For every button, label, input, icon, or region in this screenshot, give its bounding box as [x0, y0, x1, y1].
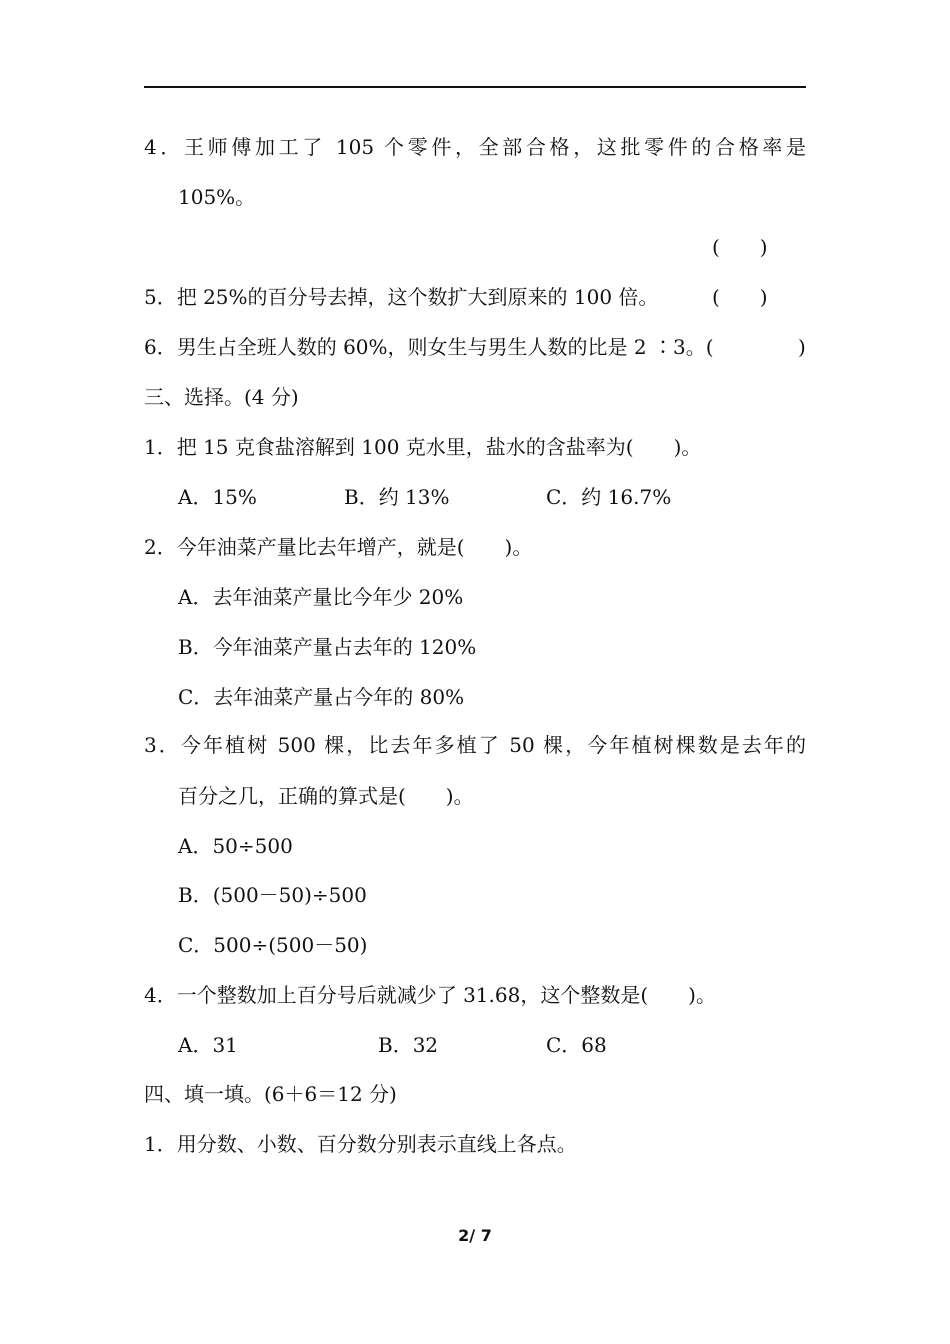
mc-question-1-option-c[interactable]: C．约 16.7%	[546, 485, 672, 509]
mc-question-1-option-b[interactable]: B．约 13%	[344, 485, 450, 509]
tf-question-4-line2: 105%。	[178, 185, 256, 209]
mc-question-2-option-c[interactable]: C．去年油菜产量占今年的 80%	[178, 685, 465, 709]
mc-question-2-option-a[interactable]: A．去年油菜产量比今年少 20%	[178, 585, 464, 609]
mc-question-4-option-c[interactable]: C．68	[546, 1033, 607, 1057]
section-3-heading: 三、选择。(4 分)	[144, 385, 299, 409]
page-number: 2/ 7	[458, 1226, 492, 1245]
fill-question-1: 1．用分数、小数、百分数分别表示直线上各点。	[144, 1132, 577, 1156]
mc-question-2-stem: 2．今年油菜产量比去年增产，就是( )。	[144, 535, 533, 559]
mc-question-4-option-a[interactable]: A．31	[178, 1033, 238, 1057]
tf-question-4-answer-blank[interactable]: ( )	[712, 235, 768, 259]
header-rule	[144, 86, 806, 88]
tf-question-4-line1: 4．王师傅加工了 105 个零件，全部合格，这批零件的合格率是	[144, 135, 806, 159]
tf-question-6-answer-blank[interactable]: )	[798, 335, 806, 359]
mc-question-3-option-a[interactable]: A．50÷500	[178, 834, 293, 858]
mc-question-3-stem-line1: 3．今年植树 500 棵，比去年多植了 50 棵，今年植树棵数是去年的	[144, 733, 806, 757]
mc-question-3-option-c[interactable]: C．500÷(500－50)	[178, 933, 368, 957]
tf-question-5: 5．把 25%的百分号去掉，这个数扩大到原来的 100 倍。	[144, 285, 659, 309]
tf-question-5-answer-blank[interactable]: ( )	[712, 285, 768, 309]
mc-question-3-option-b[interactable]: B．(500－50)÷500	[178, 883, 367, 907]
section-4-heading: 四、填一填。(6＋6＝12 分)	[144, 1082, 397, 1106]
mc-question-1-stem: 1．把 15 克食盐溶解到 100 克水里，盐水的含盐率为( )。	[144, 435, 702, 459]
mc-question-1-option-a[interactable]: A．15%	[178, 485, 257, 509]
mc-question-2-option-b[interactable]: B．今年油菜产量占去年的 120%	[178, 635, 477, 659]
mc-question-4-stem: 4．一个整数加上百分号后就减少了 31.68，这个整数是( )。	[144, 983, 716, 1007]
mc-question-4-option-b[interactable]: B．32	[378, 1033, 439, 1057]
mc-question-3-stem-line2: 百分之几，正确的算式是( )。	[178, 784, 474, 808]
tf-question-6: 6．男生占全班人数的 60%，则女生与男生人数的比是 2 ∶3。(	[144, 335, 714, 359]
